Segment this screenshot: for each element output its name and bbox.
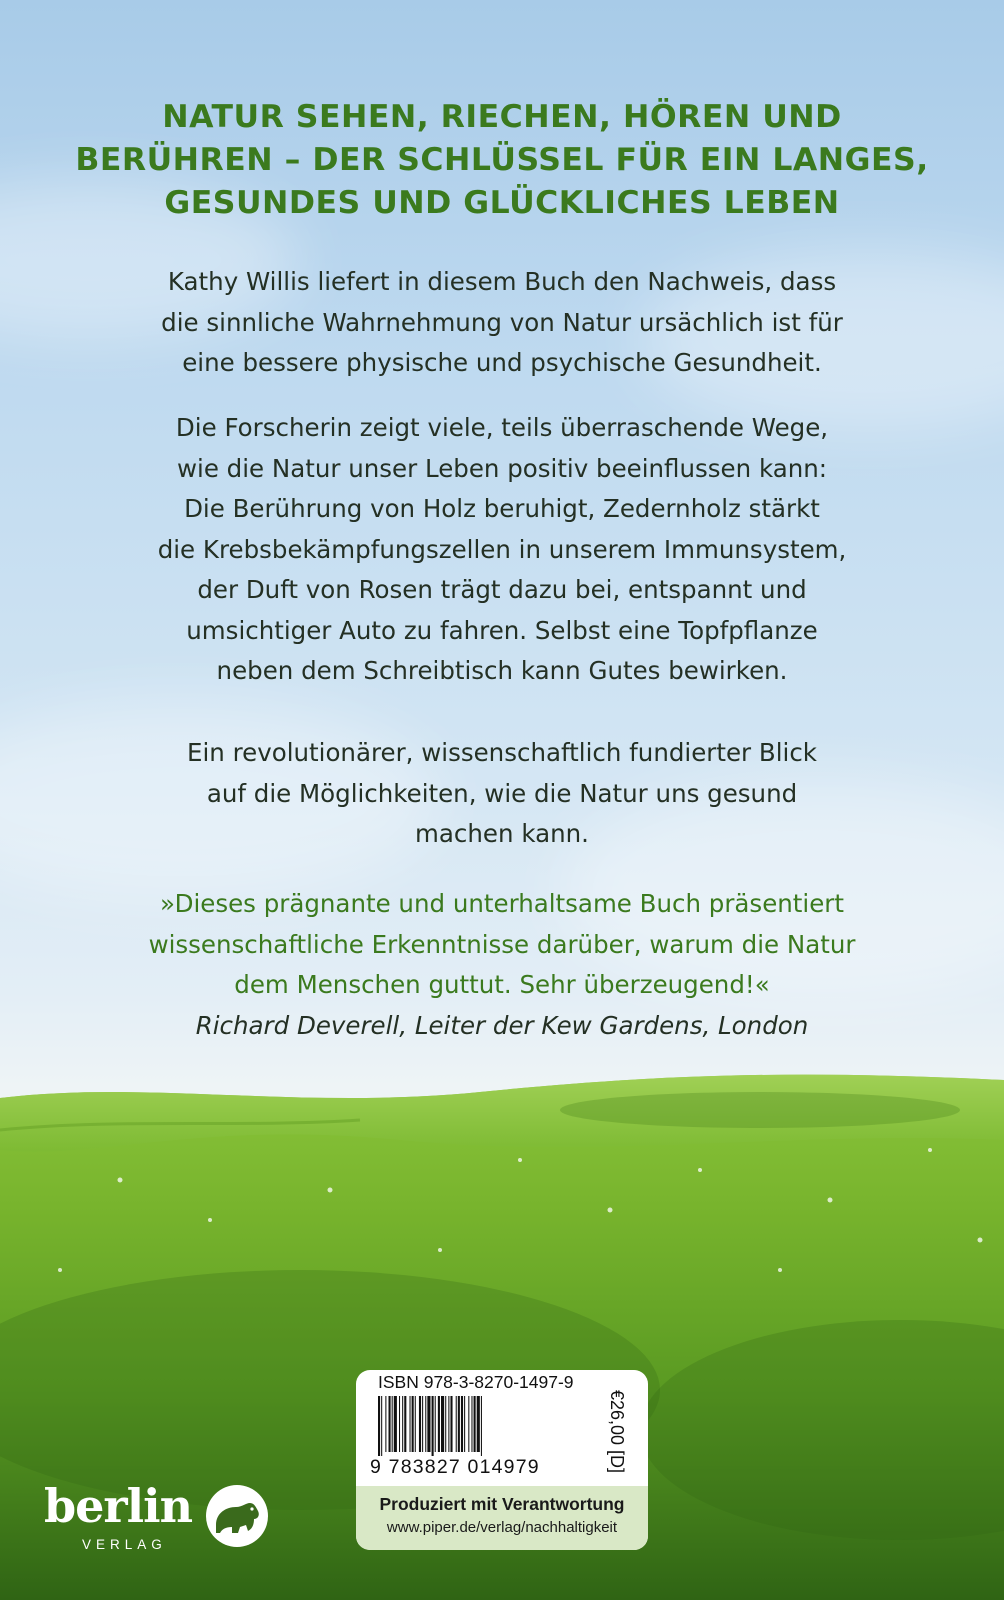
barcode-bar <box>425 1396 426 1452</box>
headline-line-3: GESUNDES UND GLÜCKLICHES LEBEN <box>164 185 840 221</box>
barcode-bar <box>422 1396 423 1452</box>
barcode-bar <box>468 1396 469 1452</box>
logo-wordmark: berlin <box>44 1479 193 1533</box>
sustainability-url: www.piper.de/verlag/nachhaltigkeit <box>386 1519 618 1536</box>
barcode-bar <box>458 1396 460 1452</box>
text-line: die sinnliche Wahrnehmung von Natur ursächlich ist für <box>161 307 843 337</box>
headline <box>60 96 944 225</box>
barcode-bar <box>474 1396 476 1452</box>
paragraph-examples <box>60 408 944 692</box>
text-line: wie die Natur unser Leben positiv beeinflussen kann: <box>176 453 828 483</box>
barcode-bar <box>464 1396 465 1452</box>
price-label: €26,00 [D] <box>607 1390 627 1474</box>
headline-line-1: NATUR SEHEN, RIECHEN, HÖREN UND <box>162 99 842 135</box>
barcode-bar <box>392 1396 393 1452</box>
barcode-bar <box>402 1396 403 1452</box>
text-line: Ein revolutionärer, wissenschaftlich fundierter Blick <box>187 738 817 767</box>
barcode-bar <box>415 1396 416 1452</box>
barcode-bar <box>389 1396 391 1452</box>
barcode-bar <box>385 1396 386 1452</box>
sustainability-title: Produziert mit Verantwortung <box>379 1494 625 1514</box>
barcode-bar <box>412 1396 414 1452</box>
text-line: der Duft von Rosen trägt dazu bei, entspannt und <box>197 575 807 604</box>
barcode-bar <box>432 1396 434 1456</box>
barcode-bar <box>471 1396 472 1452</box>
logo-subtitle: VERLAG <box>82 1537 167 1552</box>
barcode-bar <box>456 1396 457 1452</box>
quote-line: dem Menschen guttut. Sehr überzeugend!« <box>234 970 770 999</box>
quote-line: »Dieses prägnante und unterhaltsame Buch präsentiert <box>160 889 844 918</box>
barcode-bar <box>445 1396 446 1452</box>
paragraph-summary <box>60 733 944 855</box>
barcode-bar <box>394 1396 397 1452</box>
quote-line: wissenschaftliche Erkenntnisse darüber, warum die Natur <box>148 929 856 959</box>
barcode-bars <box>378 1396 594 1456</box>
text-line: Die Forscherin zeigt viele, teils überraschende Wege, <box>175 413 829 442</box>
bear-icon <box>210 1495 264 1537</box>
text-line: machen kann. <box>415 819 589 848</box>
barcode-digits: 9 783827 014979 <box>370 1456 540 1478</box>
barcode-bar <box>438 1396 440 1452</box>
barcode-bar <box>381 1396 382 1456</box>
review-quote <box>60 884 944 1046</box>
barcode-bar <box>427 1396 430 1452</box>
barcode-bar <box>435 1396 436 1452</box>
isbn-label: ISBN 978-3-8270-1497-9 <box>378 1372 574 1392</box>
text-line: Die Berührung von Holz beruhigt, Zedernholz stärkt <box>184 494 820 523</box>
paragraph-intro <box>60 262 944 384</box>
barcode-bar <box>461 1396 463 1452</box>
publisher-logo <box>40 1479 270 1565</box>
barcode-bar <box>419 1396 421 1452</box>
barcode-bar <box>448 1396 449 1452</box>
barcode-bar <box>404 1396 406 1452</box>
barcode-bar <box>441 1396 444 1452</box>
quote-attribution: Richard Deverell, Leiter der Kew Gardens, London <box>195 1010 809 1040</box>
sustainability-box <box>356 1486 648 1550</box>
barcode-bar <box>477 1396 480 1452</box>
barcode-box <box>356 1370 648 1550</box>
barcode-bar <box>410 1396 411 1452</box>
barcode-bar <box>450 1396 452 1452</box>
barcode-bar <box>399 1396 400 1452</box>
text-line: auf die Möglichkeiten, wie die Natur uns gesund <box>206 778 798 808</box>
barcode-bar <box>481 1396 482 1456</box>
text-line: die Krebsbekämpfungszellen in unserem Immunsystem, <box>157 534 847 564</box>
barcode-bar <box>378 1396 380 1456</box>
text-line: Kathy Willis liefert in diesem Buch den Nachweis, dass <box>167 267 837 296</box>
headline-line-2: BERÜHREN – DER SCHLÜSSEL FÜR EIN LANGES, <box>75 142 929 178</box>
text-line: umsichtiger Auto zu fahren. Selbst eine Topfpflanze <box>186 615 818 645</box>
text-line: eine bessere physische und psychische Gesundheit. <box>182 348 822 377</box>
text-line: neben dem Schreibtisch kann Gutes bewirken. <box>216 656 788 685</box>
